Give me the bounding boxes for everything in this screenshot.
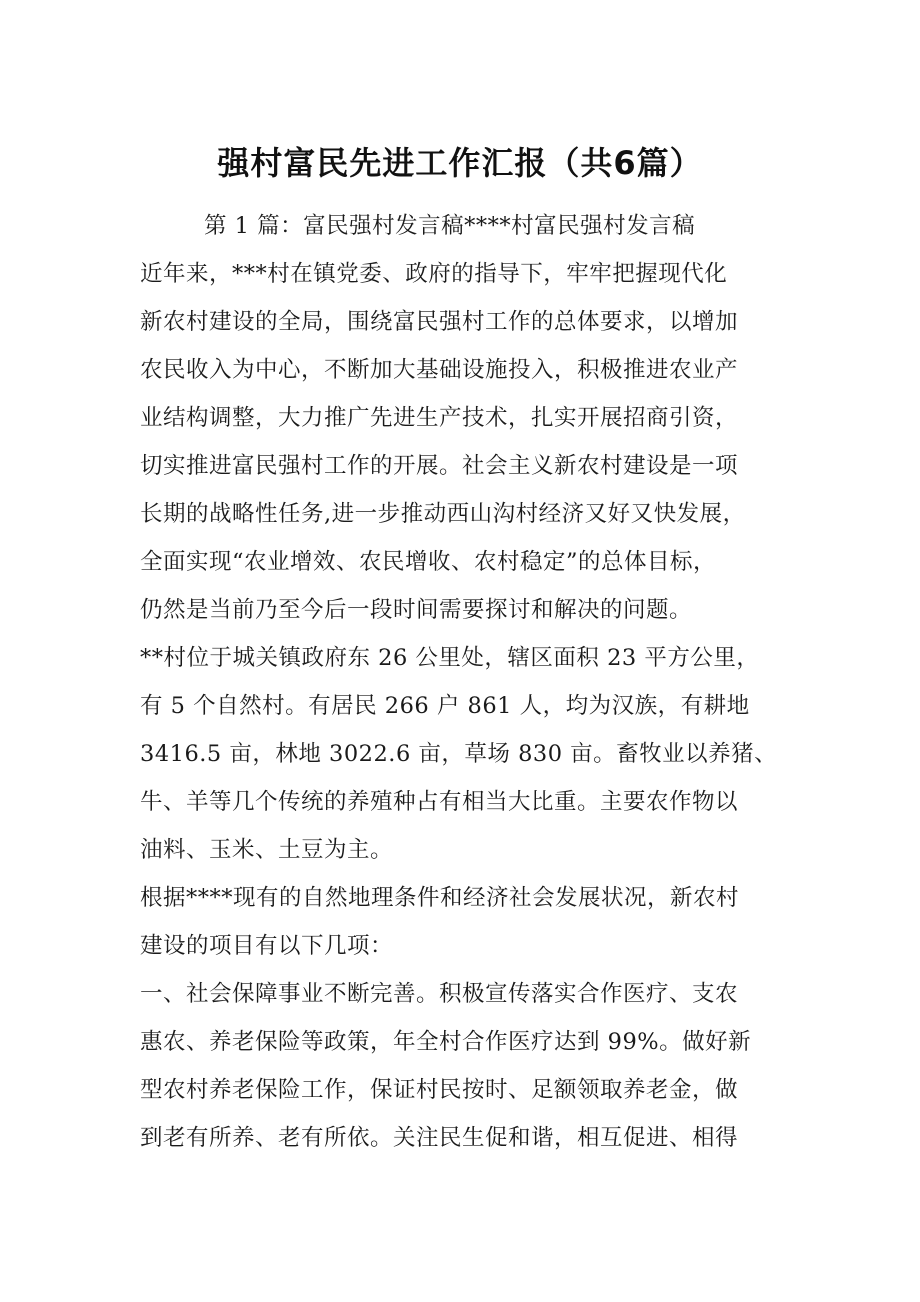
section-heading: 第 1 篇：富民强村发言稿****村富民强村发言稿 bbox=[204, 213, 696, 239]
text-line: 全面实现“农业增效、农民增收、农村稳定”的总体目标， bbox=[140, 549, 717, 575]
text-line: 建设的项目有以下几项： bbox=[140, 933, 394, 959]
text-line: 长期的战略性任务,进一步推动西山沟村经济又好又快发展， bbox=[140, 501, 746, 527]
text-line: 近年来，***村在镇党委、政府的指导下，牢牢把握现代化 bbox=[140, 261, 728, 287]
text-line: 一、社会保障事业不断完善。积极宣传落实合作医疗、支农 bbox=[140, 981, 739, 1007]
text-line: 有 5 个自然村。有居民 266 户 861 人，均为汉族，有耕地 bbox=[140, 693, 750, 719]
text-line: 油料、玉米、土豆为主。 bbox=[140, 837, 394, 863]
text-line: 根据****现有的自然地理条件和经济社会发展状况，新农村 bbox=[140, 885, 740, 911]
text-line: 农民收入为中心，不断加大基础设施投入，积极推进农业产 bbox=[140, 357, 739, 383]
text-line: **村位于城关镇政府东 26 公里处，辖区面积 23 平方公里， bbox=[140, 645, 760, 671]
text-line: 仍然是当前乃至今后一段时间需要探讨和解决的问题。 bbox=[140, 597, 693, 623]
document-title: 强村富民先进工作汇报（共6篇） bbox=[217, 144, 703, 182]
text-line: 业结构调整，大力推广先进生产技术，扎实开展招商引资， bbox=[140, 405, 739, 431]
text-line: 惠农、养老保险等政策，年全村合作医疗达到 99%。做好新 bbox=[140, 1029, 752, 1055]
text-line: 3416.5 亩，林地 3022.6 亩，草场 830 亩。畜牧业以养猪、 bbox=[140, 741, 778, 767]
text-line: 到老有所养、老有所依。关注民生促和谐，相互促进、相得 bbox=[140, 1125, 739, 1151]
text-line: 牛、羊等几个传统的养殖种占有相当大比重。主要农作物以 bbox=[140, 789, 739, 815]
text-line: 型农村养老保险工作，保证村民按时、足额领取养老金，做 bbox=[140, 1077, 739, 1103]
document-body bbox=[140, 202, 800, 1162]
text-line: 新农村建设的全局，围绕富民强村工作的总体要求，以增加 bbox=[140, 309, 739, 335]
text-line: 切实推进富民强村工作的开展。社会主义新农村建设是一项 bbox=[140, 453, 739, 479]
